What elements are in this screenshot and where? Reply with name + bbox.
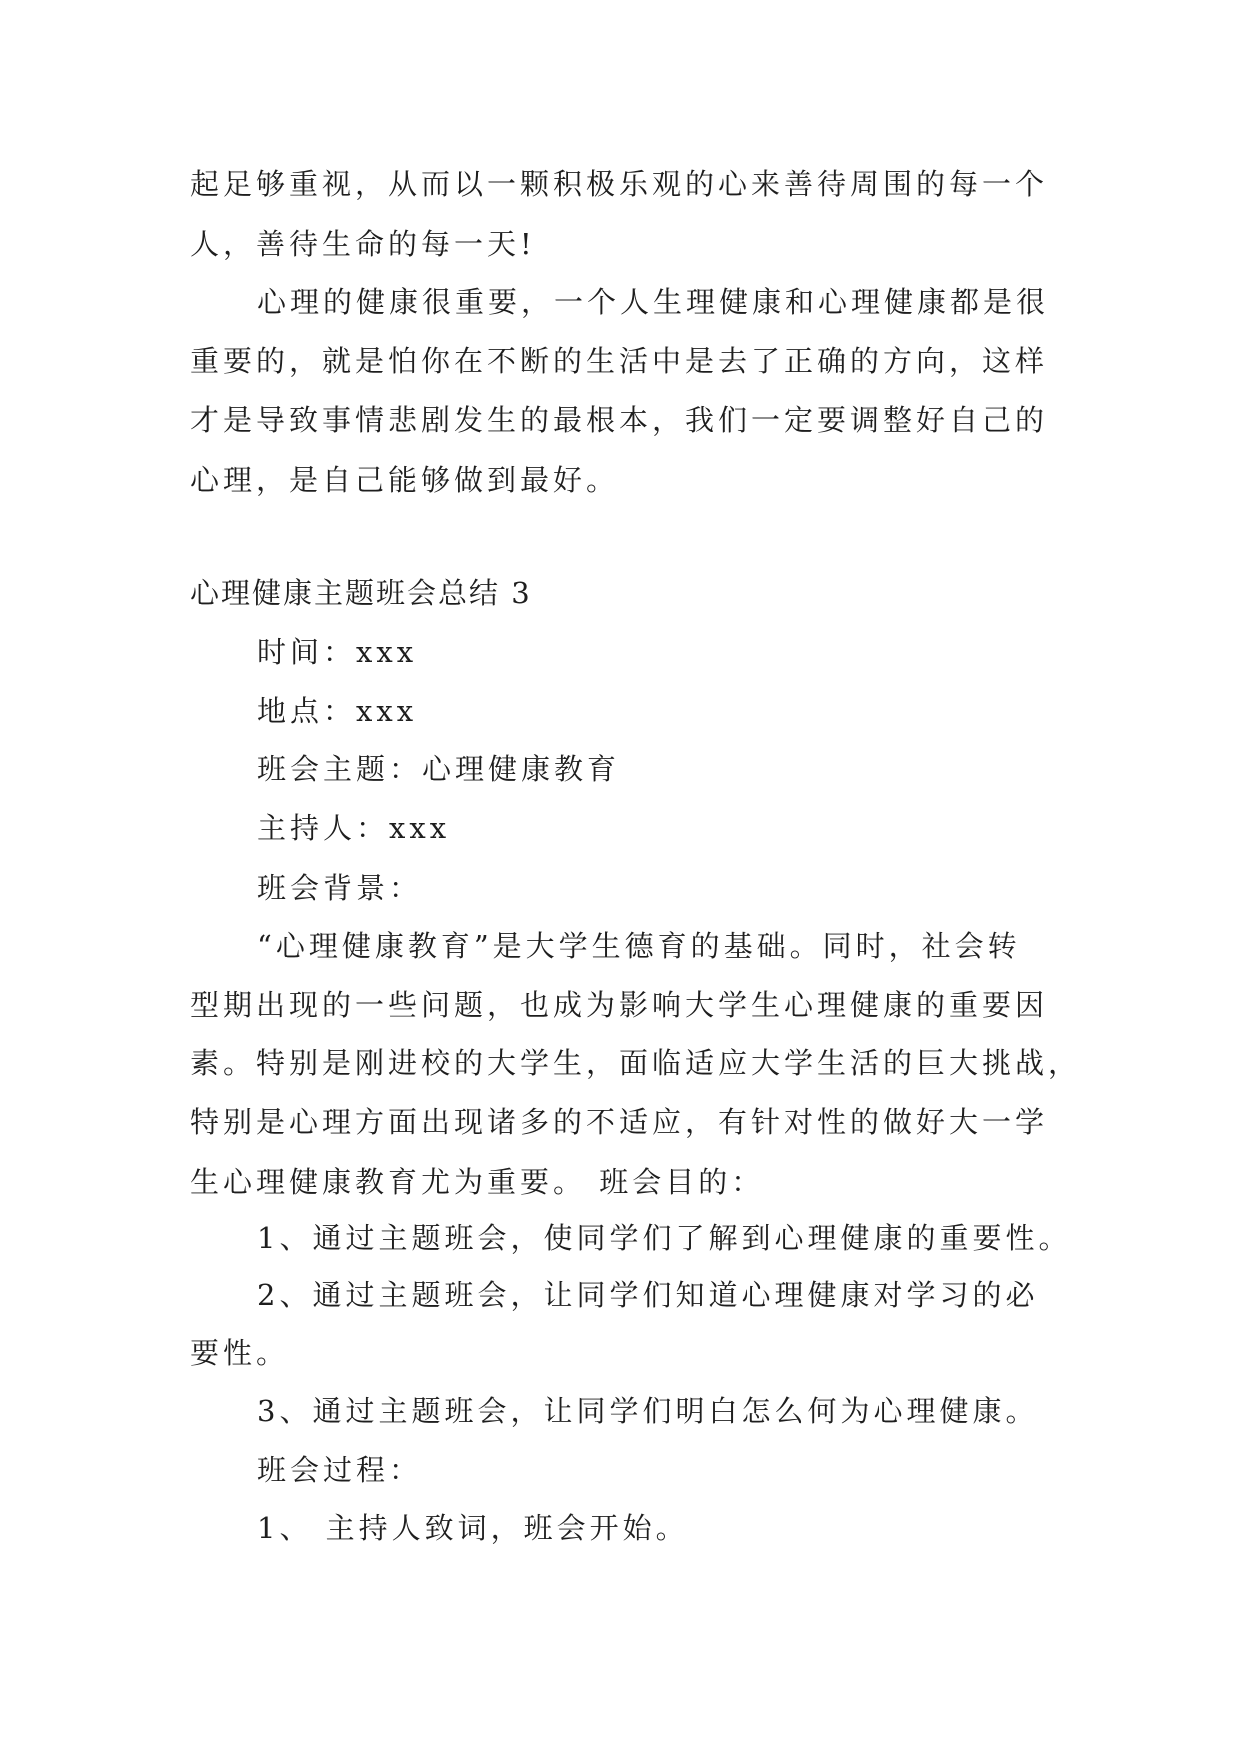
- paragraph2-line-1: 心理的健康很重要，一个人生理健康和心理健康都是很: [257, 285, 1050, 319]
- intro-line-1: 起足够重视，从而以一颗积极乐观的心来善待周围的每一个: [190, 167, 1049, 201]
- paragraph2-line-4: 心理，是自己能够做到最好。: [190, 463, 620, 497]
- meeting-host: 主持人：xxx: [257, 811, 451, 845]
- goal-line-2: 2、通过主题班会，让同学们知道心理健康对学习的必: [257, 1278, 1039, 1312]
- background-line-2: 型期出现的一些问题，也成为影响大学生心理健康的重要因: [190, 988, 1049, 1022]
- intro-line-2: 人，善待生命的每一天!: [190, 227, 536, 261]
- process-heading: 班会过程：: [257, 1453, 423, 1487]
- process-item-1: 1、 主持人致词，班会开始。: [257, 1511, 689, 1545]
- meeting-time: 时间：xxx: [257, 635, 418, 669]
- goal-line-1: 1、通过主题班会，使同学们了解到心理健康的重要性。: [257, 1221, 1072, 1255]
- background-line-3: 素。特别是刚进校的大学生，面临适应大学生活的巨大挑战，: [190, 1046, 1082, 1080]
- background-line-4: 特别是心理方面出现诸多的不适应，有针对性的做好大一学: [190, 1105, 1049, 1139]
- background-heading: 班会背景：: [257, 871, 423, 905]
- section-title: 心理健康主题班会总结 3: [190, 576, 532, 610]
- paragraph2-line-3: 才是导致事情悲剧发生的最根本，我们一定要调整好自己的: [190, 403, 1049, 437]
- goal-line-3: 要性。: [190, 1336, 290, 1370]
- meeting-theme: 班会主题：心理健康教育: [257, 752, 621, 786]
- background-line-5: 生心理健康教育尤为重要。 班会目的：: [190, 1165, 765, 1199]
- background-line-1: “心理健康教育”是大学生德育的基础。同时，社会转: [257, 929, 1021, 963]
- meeting-place: 地点：xxx: [257, 694, 418, 728]
- goal-line-4: 3、通过主题班会，让同学们明白怎么何为心理健康。: [257, 1394, 1039, 1428]
- paragraph2-line-2: 重要的，就是怕你在不断的生活中是去了正确的方向，这样: [190, 344, 1049, 378]
